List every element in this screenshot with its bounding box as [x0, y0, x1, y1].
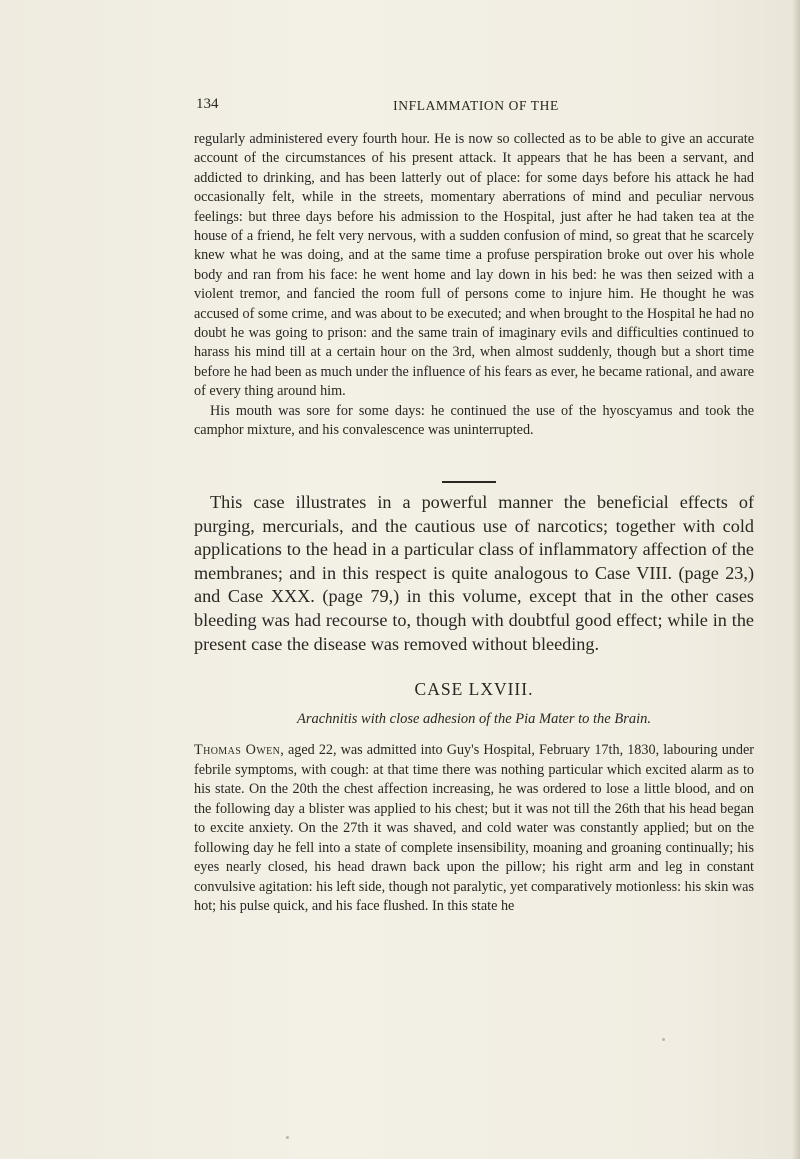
page-number: 134 [196, 96, 219, 112]
page-header [196, 96, 756, 116]
patient-name: Thomas Owen [194, 742, 281, 758]
case-subheading: Arachnitis with close adhesion of the Pia Mater to the Brain. [296, 711, 651, 727]
page-edge-shadow [792, 0, 800, 1159]
case-body-text [194, 741, 754, 917]
paragraph [194, 741, 754, 917]
commentary-text [194, 491, 754, 656]
case-continuation-text [194, 130, 754, 441]
case-narrative: , aged 22, was admitted into Guy's Hospital, February 17th, 1830, labouring under febrile symptoms, with cough: at that time there was nothing particular which excited alarm as to his state. On the 20th the chest affection increasing, he was ordered to lose a little blood, and on the following day a blister was applied to his chest; but it was not till the 26th that his head began to excite anxiety. On the 27th it was shaved, and cold water was constantly applied; but on the following day he fell into a state of complete insensibility, moaning and groaning continually; his eyes nearly closed, his head drawn back upon the pillow; his right arm and leg in constant convulsive agitation: his left side, though not paralytic, yet comparatively motionless: his skin was hot; his pulse quick, and his face flushed. In this state he [194, 742, 754, 914]
section-divider [442, 481, 496, 483]
paper-speck [286, 1136, 289, 1139]
paragraph: His mouth was sore for some days: he continued the use of the hyoscyamus and took the camphor mixture, and his convalescence was uninterrupted. [194, 402, 754, 439]
case-heading: CASE LXVIII. [414, 679, 534, 699]
commentary-paragraph: This case illustrates in a powerful manner the beneficial effects of purging, mercurials, and the cautious use of narcotics; together with cold applications to the head in a particular class of inflammatory affection of the membranes; and in this respect is quite analogous to Case VIII. (page 23,) and Case XXX. (page 79,) in this volume, except that in the other cases bleeding was had recourse to, though with doubtful good effect; while in the present case the disease was removed without bleeding. [194, 492, 754, 654]
paper-speck [662, 1038, 665, 1041]
paragraph: regularly administered every fourth hour. He is now so collected as to be able to give an accurate account of the circumstances of his present attack. It appears that he has been a servant, and addicted to drinking, and has been latterly out of place: for some days before his attack he had occasionally felt, while in the streets, momentary aberrations of mind and peculiar nervous feelings: but three days before his admission to the Hospital, just after he had taken tea at the house of a friend, he felt very nervous, with a sudden confusion of mind, so great that he scarcely knew what he was doing, and at the same time a profuse perspiration broke out over his whole body and ran from his face: he went home and lay down in his bed: he was then seized with a violent tremor, and fancied the room full of persons come to injure him. He thought he was accused of some crime, and was about to be executed; and when brought to the Hospital he had no doubt he was going to prison: and the same train of imaginary evils and difficulties continued to harass his mind till at a certain hour on the 3rd, when almost suddenly, though but a short time before he had been as much under the influence of his fears as ever, he became rational, and aware of every thing around him. [194, 131, 754, 400]
running-title: INFLAMMATION OF THE [393, 98, 559, 113]
